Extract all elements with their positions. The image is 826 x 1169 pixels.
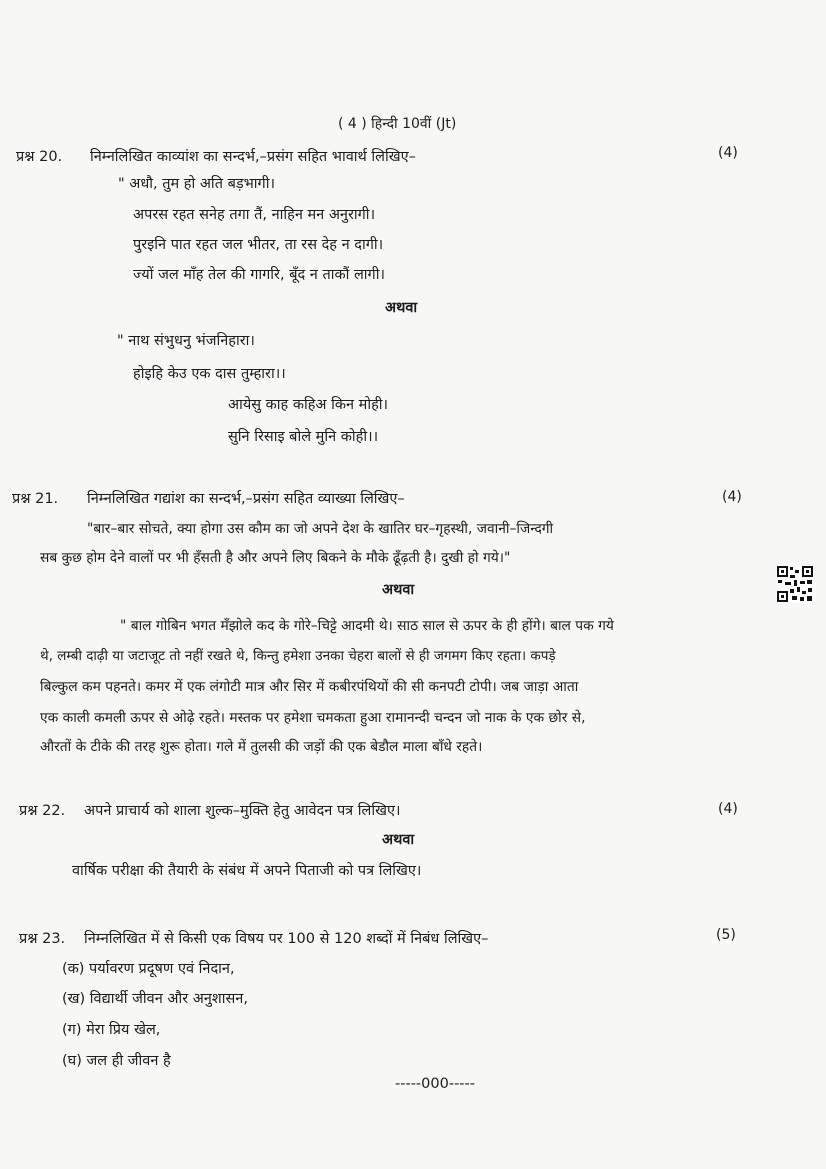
verse-line: पुरइनि पात रहत जल भीतर, ता रस देह न दागी।: [133, 237, 384, 253]
or-separator: अथवा: [382, 832, 415, 848]
passage-line: थे, लम्बी दाढ़ी या जटाजूट तो नहीं रखते थे, किन्तु हमेशा उनका चेहरा बालों से ही जगमग किए रहता। कपड़े: [40, 648, 556, 664]
page-footer: -----000-----: [395, 1076, 475, 1092]
passage-line: " बाल गोबिन भगत मँझोले कद के गोरे–चिट्टे आदमी थे। साठ साल से ऊपर के ही होंगे। बाल पक गये: [120, 618, 614, 634]
question-text: निम्नलिखित में से किसी एक विषय पर 100 से 120 शब्दों में निबंध लिखिए–: [84, 931, 489, 947]
essay-option: (ग) मेरा प्रिय खेल,: [62, 1022, 161, 1038]
qr-code-icon: [776, 565, 814, 603]
question-text: निम्नलिखित काव्यांश का सन्दर्भ,–प्रसंग सहित भावार्थ लिखिए–: [90, 149, 416, 165]
passage-line: "बार–बार सोचते, क्या होगा उस कौम का जो अपने देश के खातिर घर–गृहस्थी, जवानी–जिन्दगी: [87, 521, 554, 537]
page-header: ( 4 ) हिन्दी 10वीं (Jt): [338, 116, 457, 132]
verse-line: ज्यों जल माँह तेल की गागरि, बूँद न ताकौं लागी।: [133, 267, 385, 283]
question-label: प्रश्न 21.: [12, 491, 59, 507]
or-separator: अथवा: [382, 582, 415, 598]
alt-question-text: वार्षिक परीक्षा की तैयारी के संबंध में अपने पिताजी को पत्र लिखिए।: [72, 863, 422, 879]
or-separator: अथवा: [385, 300, 418, 316]
verse-line: आयेसु काह कहिअ किन मोही।: [228, 397, 389, 413]
verse-line: " अधौ, तुम हो अति बड़भागी।: [118, 176, 275, 192]
marks: (4): [718, 145, 738, 161]
passage-line: औरतों के टीके की तरह शुरू होता। गले में तुलसी की जड़ों की एक बेडौल माला बाँधे रहते।: [40, 739, 483, 755]
marks: (4): [718, 801, 738, 817]
passage-line: बिल्कुल कम पहनते। कमर में एक लंगोटी मात्र और सिर में कबीरपंथियों की सी कनपटी टोपी। जब जाड़ा आता: [40, 679, 579, 695]
essay-option: (क) पर्यावरण प्रदूषण एवं निदान,: [62, 961, 235, 977]
passage-line: एक काली कमली ऊपर से ओढ़े रहते। मस्तक पर हमेशा चमकता हुआ रामानन्दी चन्दन जो नाक के एक छोर से,: [40, 710, 586, 726]
question-label: प्रश्न 23.: [19, 931, 66, 947]
essay-option: (ख) विद्यार्थी जीवन और अनुशासन,: [62, 991, 248, 1007]
verse-line: " नाथ संभुधनु भंजनिहारा।: [117, 333, 255, 349]
passage-line: सब कुछ होम देने वालों पर भी हँसती है और अपने लिए बिकने के मौके ढूँढ़ती है। दुखी हो गये।": [40, 550, 511, 566]
verse-line: होइहि केउ एक दास तुम्हारा।।: [133, 366, 286, 382]
question-label: प्रश्न 22.: [19, 803, 66, 819]
question-label: प्रश्न 20.: [16, 149, 63, 165]
question-text: अपने प्राचार्य को शाला शुल्क–मुक्ति हेतु आवेदन पत्र लिखिए।: [84, 803, 401, 819]
question-text: निम्नलिखित गद्यांश का सन्दर्भ,–प्रसंग सहित व्याख्या लिखिए–: [87, 491, 405, 507]
marks: (5): [716, 927, 736, 943]
marks: (4): [722, 489, 742, 505]
essay-option: (घ) जल ही जीवन है: [62, 1053, 171, 1069]
verse-line: अपरस रहत सनेह तगा तैं, नाहिन मन अनुरागी।: [133, 207, 376, 223]
verse-line: सुनि रिसाइ बोले मुनि कोही।।: [228, 429, 379, 445]
